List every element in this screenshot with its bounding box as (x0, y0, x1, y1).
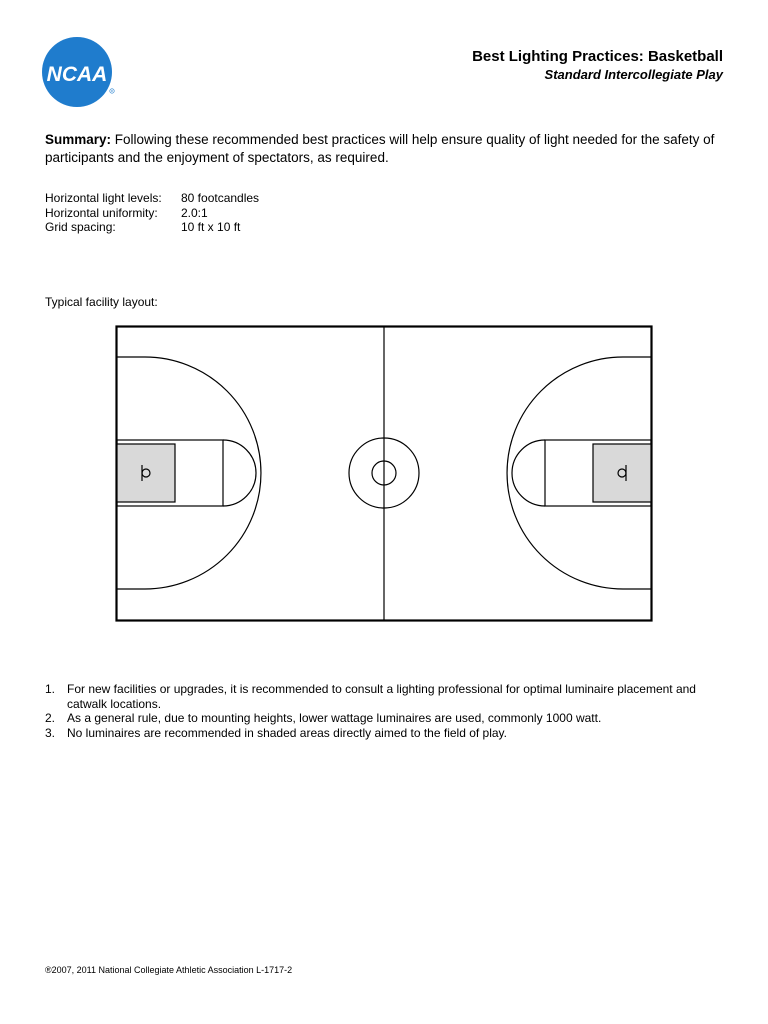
shaded-area-left (117, 444, 175, 502)
svg-text:R: R (110, 89, 114, 94)
spec-label: Horizontal uniformity: (45, 205, 158, 220)
free-throw-arc-left (223, 440, 256, 506)
page-subtitle: Standard Intercollegiate Play (544, 67, 723, 82)
summary-text: Following these recommended best practices will help ensure quality of light needed for the safety of participants and the enjoyment of spectators, as required. (45, 132, 715, 165)
lighting-specs (45, 191, 259, 235)
spec-value: 10 ft x 10 ft (181, 220, 241, 235)
list-item (45, 726, 745, 741)
footer-copyright: ®2007, 2011 National Collegiate Athletic Association L-1717-2 (45, 965, 293, 975)
list-number: 1. (45, 682, 56, 696)
basketball-court-diagram (115, 325, 655, 623)
list-number: 2. (45, 711, 56, 726)
spec-label: Grid spacing: (45, 220, 116, 235)
notes-list (45, 682, 745, 740)
list-item (45, 682, 745, 711)
spec-row-uniformity (45, 206, 259, 221)
list-text: As a general rule, due to mounting heights, lower wattage luminaires are used, commonly 1000 watt. (67, 711, 602, 726)
spec-row-light-levels (45, 191, 259, 206)
spec-value: 80 footcandles (181, 191, 260, 205)
page-title: Best Lighting Practices: Basketball (472, 48, 723, 65)
spec-value: 2.0:1 (181, 205, 208, 220)
list-text: For new facilities or upgrades, it is recommended to consult a lighting professional for optimal luminaire placement and catwalk locations. (67, 682, 696, 711)
shaded-area-right (593, 444, 651, 502)
free-throw-arc-right (512, 440, 545, 506)
list-item (45, 711, 745, 726)
layout-label: Typical facility layout: (45, 295, 158, 309)
summary-paragraph (45, 131, 735, 167)
spec-row-grid-spacing (45, 220, 259, 235)
list-text: No luminaires are recommended in shaded areas directly aimed to the field of play. (67, 725, 508, 740)
summary-lead: Summary: (45, 132, 112, 147)
spec-label: Horizontal light levels: (45, 191, 162, 205)
logo-text: NCAA (46, 63, 108, 86)
ncaa-logo (42, 37, 116, 111)
list-number: 3. (45, 725, 56, 740)
